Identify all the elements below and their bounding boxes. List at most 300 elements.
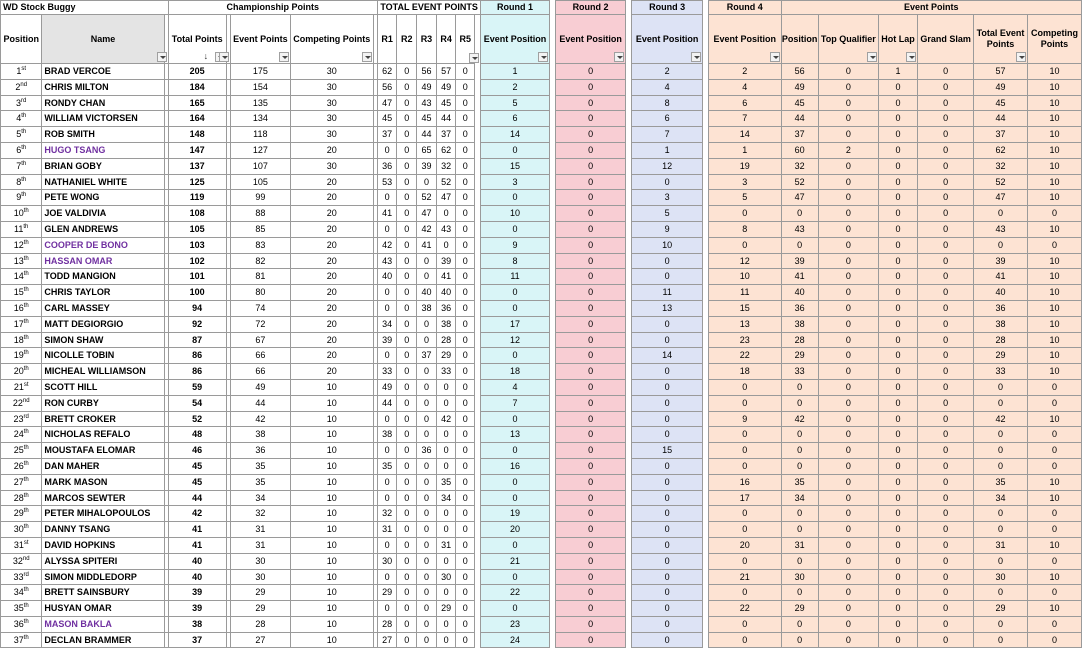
r5-cell[interactable]: 0 (456, 316, 475, 332)
event-points-cell[interactable]: 29 (230, 585, 290, 601)
rd2-event-position-cell[interactable]: 0 (555, 364, 625, 380)
col-event-points[interactable]: Event Points (230, 15, 290, 64)
r1-cell[interactable]: 45 (377, 111, 397, 127)
r5-cell[interactable]: 0 (456, 411, 475, 427)
r3-cell[interactable]: 0 (417, 364, 437, 380)
competing-points-cell[interactable]: 20 (290, 348, 373, 364)
top-qualifier-cell[interactable]: 0 (818, 127, 878, 143)
rd3-event-position-cell[interactable]: 0 (632, 458, 702, 474)
rd4-position-cell[interactable]: 34 (781, 490, 818, 506)
r3-cell[interactable]: 47 (417, 206, 437, 222)
hot-lap-cell[interactable]: 0 (878, 332, 917, 348)
top-qualifier-cell[interactable]: 0 (818, 221, 878, 237)
competing-points-2-cell[interactable]: 10 (1027, 537, 1081, 553)
competing-points-cell[interactable]: 30 (290, 127, 373, 143)
position-cell[interactable]: 7th (1, 158, 42, 174)
competing-points-cell[interactable]: 30 (290, 95, 373, 111)
competing-points-cell[interactable]: 10 (290, 601, 373, 617)
col-r4[interactable]: R4 (436, 15, 456, 64)
total-event-points-cell[interactable]: 32 (974, 158, 1028, 174)
total-points-cell[interactable]: 100 (168, 285, 226, 301)
rd3-event-position-cell[interactable]: 3 (632, 190, 702, 206)
competing-points-2-cell[interactable]: 10 (1027, 364, 1081, 380)
hot-lap-cell[interactable]: 0 (878, 506, 917, 522)
rd4-position-cell[interactable]: 43 (781, 221, 818, 237)
rd4-position-cell[interactable]: 32 (781, 158, 818, 174)
competing-points-cell[interactable]: 20 (290, 285, 373, 301)
top-qualifier-cell[interactable]: 0 (818, 395, 878, 411)
r1-cell[interactable]: 41 (377, 206, 397, 222)
rd1-event-position-cell[interactable]: 12 (481, 332, 549, 348)
rd4-position-cell[interactable]: 0 (781, 585, 818, 601)
total-points-cell[interactable]: 164 (168, 111, 226, 127)
r4-cell[interactable]: 0 (436, 395, 456, 411)
rd4-position-cell[interactable]: 31 (781, 537, 818, 553)
event-points-cell[interactable]: 66 (230, 348, 290, 364)
total-points-cell[interactable]: 41 (168, 522, 226, 538)
rd2-event-position-cell[interactable]: 0 (555, 553, 625, 569)
rd3-event-position-cell[interactable]: 5 (632, 206, 702, 222)
rd2-event-position-cell[interactable]: 0 (555, 158, 625, 174)
competing-points-cell[interactable]: 10 (290, 616, 373, 632)
position-cell[interactable]: 9th (1, 190, 42, 206)
rd4-position-cell[interactable]: 45 (781, 95, 818, 111)
r2-cell[interactable]: 0 (397, 190, 417, 206)
total-points-cell[interactable]: 48 (168, 427, 226, 443)
r5-cell[interactable]: 0 (456, 395, 475, 411)
total-points-cell[interactable]: 44 (168, 490, 226, 506)
total-event-points-cell[interactable]: 0 (974, 553, 1028, 569)
r1-cell[interactable]: 35 (377, 458, 397, 474)
r2-cell[interactable]: 0 (397, 206, 417, 222)
rd1-event-position-cell[interactable]: 16 (481, 458, 549, 474)
top-qualifier-cell[interactable]: 0 (818, 411, 878, 427)
rd4-event-position-cell[interactable]: 0 (709, 506, 781, 522)
rd1-event-position-cell[interactable]: 3 (481, 174, 549, 190)
rd4-event-position-cell[interactable]: 11 (709, 285, 781, 301)
name-cell[interactable]: SCOTT HILL (42, 379, 164, 395)
rd4-event-position-cell[interactable]: 0 (709, 585, 781, 601)
r5-cell[interactable]: 0 (456, 174, 475, 190)
name-cell[interactable]: PETE WONG (42, 190, 164, 206)
top-qualifier-cell[interactable]: 0 (818, 585, 878, 601)
name-cell[interactable]: NATHANIEL WHITE (42, 174, 164, 190)
total-points-cell[interactable]: 147 (168, 142, 226, 158)
competing-points-2-cell[interactable]: 10 (1027, 300, 1081, 316)
r2-cell[interactable]: 0 (397, 632, 417, 648)
name-cell[interactable]: ROB SMITH (42, 127, 164, 143)
r3-cell[interactable]: 42 (417, 221, 437, 237)
total-event-points-cell[interactable]: 30 (974, 569, 1028, 585)
col-r2[interactable]: R2 (397, 15, 417, 64)
event-points-cell[interactable]: 29 (230, 601, 290, 617)
rd4-event-position-cell[interactable]: 1 (709, 142, 781, 158)
rd2-event-position-cell[interactable]: 0 (555, 443, 625, 459)
total-event-points-cell[interactable]: 52 (974, 174, 1028, 190)
r2-cell[interactable]: 0 (397, 427, 417, 443)
r5-cell[interactable]: 0 (456, 79, 475, 95)
rd2-event-position-cell[interactable]: 0 (555, 601, 625, 617)
r5-cell[interactable]: 0 (456, 601, 475, 617)
grand-slam-cell[interactable]: 0 (918, 253, 974, 269)
top-qualifier-cell[interactable]: 0 (818, 553, 878, 569)
competing-points-2-cell[interactable]: 10 (1027, 269, 1081, 285)
rd2-event-position-cell[interactable]: 0 (555, 111, 625, 127)
hot-lap-cell[interactable]: 0 (878, 364, 917, 380)
total-event-points-cell[interactable]: 0 (974, 458, 1028, 474)
r2-cell[interactable]: 0 (397, 506, 417, 522)
name-cell[interactable]: COOPER DE BONO (42, 237, 164, 253)
rd4-position-cell[interactable]: 33 (781, 364, 818, 380)
rd1-event-position-cell[interactable]: 4 (481, 379, 549, 395)
total-points-cell[interactable]: 52 (168, 411, 226, 427)
r3-cell[interactable]: 0 (417, 427, 437, 443)
r3-cell[interactable]: 0 (417, 616, 437, 632)
total-event-points-cell[interactable]: 44 (974, 111, 1028, 127)
r1-cell[interactable]: 33 (377, 364, 397, 380)
hot-lap-cell[interactable]: 0 (878, 522, 917, 538)
rd2-event-position-cell[interactable]: 0 (555, 316, 625, 332)
hot-lap-cell[interactable]: 1 (878, 64, 917, 80)
r4-cell[interactable]: 33 (436, 364, 456, 380)
rd4-position-cell[interactable]: 30 (781, 569, 818, 585)
rd4-position-cell[interactable]: 0 (781, 506, 818, 522)
competing-points-cell[interactable]: 10 (290, 427, 373, 443)
rd3-event-position-cell[interactable]: 8 (632, 95, 702, 111)
total-event-points-cell[interactable]: 49 (974, 79, 1028, 95)
r1-cell[interactable]: 47 (377, 95, 397, 111)
rd4-event-position-cell[interactable]: 5 (709, 190, 781, 206)
rd4-event-position-cell[interactable]: 20 (709, 537, 781, 553)
position-cell[interactable]: 17th (1, 316, 42, 332)
r3-cell[interactable]: 0 (417, 506, 437, 522)
competing-points-2-cell[interactable]: 10 (1027, 174, 1081, 190)
r4-cell[interactable]: 37 (436, 127, 456, 143)
rd4-position-cell[interactable]: 0 (781, 458, 818, 474)
hot-lap-cell[interactable]: 0 (878, 285, 917, 301)
filter-dropdown-icon[interactable] (770, 52, 780, 62)
total-points-cell[interactable]: 40 (168, 553, 226, 569)
grand-slam-cell[interactable]: 0 (918, 79, 974, 95)
competing-points-cell[interactable]: 20 (290, 221, 373, 237)
r1-cell[interactable]: 42 (377, 237, 397, 253)
hot-lap-cell[interactable]: 0 (878, 458, 917, 474)
rd4-event-position-cell[interactable]: 0 (709, 522, 781, 538)
rd2-event-position-cell[interactable]: 0 (555, 95, 625, 111)
hot-lap-cell[interactable]: 0 (878, 601, 917, 617)
competing-points-2-cell[interactable]: 0 (1027, 522, 1081, 538)
total-points-cell[interactable]: 101 (168, 269, 226, 285)
event-points-cell[interactable]: 44 (230, 395, 290, 411)
r2-cell[interactable]: 0 (397, 443, 417, 459)
r3-cell[interactable]: 37 (417, 348, 437, 364)
name-cell[interactable]: NICHOLAS REFALO (42, 427, 164, 443)
rd4-event-position-cell[interactable]: 3 (709, 174, 781, 190)
event-points-cell[interactable]: 72 (230, 316, 290, 332)
r1-cell[interactable]: 0 (377, 537, 397, 553)
rd4-event-position-cell[interactable]: 22 (709, 601, 781, 617)
rd2-event-position-cell[interactable]: 0 (555, 206, 625, 222)
total-event-points-cell[interactable]: 39 (974, 253, 1028, 269)
total-event-points-cell[interactable]: 0 (974, 379, 1028, 395)
filter-dropdown-icon[interactable] (469, 53, 479, 63)
name-cell[interactable]: RON CURBY (42, 395, 164, 411)
rd1-event-position-cell[interactable]: 0 (481, 537, 549, 553)
r1-cell[interactable]: 0 (377, 190, 397, 206)
event-points-cell[interactable]: 81 (230, 269, 290, 285)
hot-lap-cell[interactable]: 0 (878, 316, 917, 332)
r4-cell[interactable]: 35 (436, 474, 456, 490)
event-points-cell[interactable]: 118 (230, 127, 290, 143)
name-cell[interactable]: MARCOS SEWTER (42, 490, 164, 506)
r5-cell[interactable]: 0 (456, 332, 475, 348)
rd4-event-position-cell[interactable]: 10 (709, 269, 781, 285)
rd2-event-position-cell[interactable]: 0 (555, 348, 625, 364)
name-cell[interactable]: MATT DEGIORGIO (42, 316, 164, 332)
r4-cell[interactable]: 0 (436, 522, 456, 538)
event-points-cell[interactable]: 127 (230, 142, 290, 158)
top-qualifier-cell[interactable]: 0 (818, 348, 878, 364)
grand-slam-cell[interactable]: 0 (918, 348, 974, 364)
total-points-cell[interactable]: 92 (168, 316, 226, 332)
rd1-event-position-cell[interactable]: 0 (481, 474, 549, 490)
competing-points-cell[interactable]: 10 (290, 632, 373, 648)
total-points-cell[interactable]: 39 (168, 585, 226, 601)
grand-slam-cell[interactable]: 0 (918, 64, 974, 80)
r5-cell[interactable]: 0 (456, 269, 475, 285)
col-grand-slam[interactable]: Grand Slam (918, 15, 974, 64)
total-event-points-cell[interactable]: 0 (974, 237, 1028, 253)
position-cell[interactable]: 14th (1, 269, 42, 285)
rd1-event-position-cell[interactable]: 18 (481, 364, 549, 380)
r5-cell[interactable]: 0 (456, 206, 475, 222)
rd4-position-cell[interactable]: 52 (781, 174, 818, 190)
event-points-cell[interactable]: 85 (230, 221, 290, 237)
filter-dropdown-icon[interactable] (279, 52, 289, 62)
grand-slam-cell[interactable]: 0 (918, 395, 974, 411)
filter-dropdown-icon[interactable] (614, 52, 624, 62)
r1-cell[interactable]: 27 (377, 632, 397, 648)
r4-cell[interactable]: 36 (436, 300, 456, 316)
rd3-event-position-cell[interactable]: 1 (632, 142, 702, 158)
name-cell[interactable]: SIMON SHAW (42, 332, 164, 348)
rd3-event-position-cell[interactable]: 0 (632, 332, 702, 348)
rd3-event-position-cell[interactable]: 9 (632, 221, 702, 237)
total-event-points-cell[interactable]: 0 (974, 632, 1028, 648)
competing-points-cell[interactable]: 20 (290, 364, 373, 380)
competing-points-2-cell[interactable]: 10 (1027, 127, 1081, 143)
r2-cell[interactable]: 0 (397, 158, 417, 174)
competing-points-cell[interactable]: 10 (290, 506, 373, 522)
grand-slam-cell[interactable]: 0 (918, 632, 974, 648)
competing-points-cell[interactable]: 10 (290, 458, 373, 474)
r2-cell[interactable]: 0 (397, 332, 417, 348)
r2-cell[interactable]: 0 (397, 569, 417, 585)
position-cell[interactable]: 11th (1, 221, 42, 237)
rd1-event-position-cell[interactable]: 0 (481, 190, 549, 206)
grand-slam-cell[interactable]: 0 (918, 616, 974, 632)
rd1-event-position-cell[interactable]: 9 (481, 237, 549, 253)
grand-slam-cell[interactable]: 0 (918, 300, 974, 316)
col-r5[interactable]: R5 (456, 15, 475, 64)
rd4-event-position-cell[interactable]: 21 (709, 569, 781, 585)
r2-cell[interactable]: 0 (397, 253, 417, 269)
competing-points-cell[interactable]: 10 (290, 411, 373, 427)
total-points-cell[interactable]: 42 (168, 506, 226, 522)
r2-cell[interactable]: 0 (397, 553, 417, 569)
competing-points-2-cell[interactable]: 10 (1027, 285, 1081, 301)
r3-cell[interactable]: 0 (417, 537, 437, 553)
rd4-event-position-cell[interactable]: 9 (709, 411, 781, 427)
r3-cell[interactable]: 0 (417, 411, 437, 427)
grand-slam-cell[interactable]: 0 (918, 237, 974, 253)
r4-cell[interactable]: 0 (436, 585, 456, 601)
event-points-cell[interactable]: 35 (230, 458, 290, 474)
r4-cell[interactable]: 29 (436, 348, 456, 364)
name-cell[interactable]: BRIAN GOBY (42, 158, 164, 174)
rd3-event-position-cell[interactable]: 12 (632, 158, 702, 174)
event-points-cell[interactable]: 27 (230, 632, 290, 648)
hot-lap-cell[interactable]: 0 (878, 221, 917, 237)
total-event-points-cell[interactable]: 42 (974, 411, 1028, 427)
rd1-event-position-cell[interactable]: 21 (481, 553, 549, 569)
r3-cell[interactable]: 0 (417, 269, 437, 285)
rd2-event-position-cell[interactable]: 0 (555, 379, 625, 395)
rd2-event-position-cell[interactable]: 0 (555, 458, 625, 474)
position-cell[interactable]: 10th (1, 206, 42, 222)
hot-lap-cell[interactable]: 0 (878, 537, 917, 553)
rd1-event-position-cell[interactable]: 0 (481, 490, 549, 506)
r4-cell[interactable]: 52 (436, 174, 456, 190)
r5-cell[interactable]: 0 (456, 348, 475, 364)
r1-cell[interactable]: 0 (377, 142, 397, 158)
rd2-event-position-cell[interactable]: 0 (555, 300, 625, 316)
event-points-cell[interactable]: 88 (230, 206, 290, 222)
position-cell[interactable]: 25th (1, 443, 42, 459)
name-cell[interactable]: DANNY TSANG (42, 522, 164, 538)
rd3-event-position-cell[interactable]: 0 (632, 537, 702, 553)
position-cell[interactable]: 31st (1, 537, 42, 553)
total-event-points-cell[interactable]: 45 (974, 95, 1028, 111)
event-points-cell[interactable]: 28 (230, 616, 290, 632)
position-cell[interactable]: 5th (1, 127, 42, 143)
name-cell[interactable]: BRAD VERCOE (42, 64, 164, 80)
total-points-cell[interactable]: 41 (168, 537, 226, 553)
rd1-event-position-cell[interactable]: 5 (481, 95, 549, 111)
competing-points-2-cell[interactable]: 10 (1027, 569, 1081, 585)
total-event-points-cell[interactable]: 31 (974, 537, 1028, 553)
hot-lap-cell[interactable]: 0 (878, 253, 917, 269)
r1-cell[interactable]: 0 (377, 601, 397, 617)
r1-cell[interactable]: 38 (377, 427, 397, 443)
total-points-cell[interactable]: 54 (168, 395, 226, 411)
r2-cell[interactable]: 0 (397, 300, 417, 316)
top-qualifier-cell[interactable]: 0 (818, 379, 878, 395)
position-cell[interactable]: 12th (1, 237, 42, 253)
grand-slam-cell[interactable]: 0 (918, 379, 974, 395)
r4-cell[interactable]: 0 (436, 237, 456, 253)
rd1-event-position-cell[interactable]: 0 (481, 411, 549, 427)
col-r1[interactable]: R1 (377, 15, 397, 64)
top-qualifier-cell[interactable]: 0 (818, 332, 878, 348)
position-cell[interactable]: 30th (1, 522, 42, 538)
top-qualifier-cell[interactable]: 0 (818, 174, 878, 190)
total-event-points-cell[interactable]: 0 (974, 585, 1028, 601)
name-cell[interactable]: MOUSTAFA ELOMAR (42, 443, 164, 459)
rd2-event-position-cell[interactable]: 0 (555, 127, 625, 143)
competing-points-2-cell[interactable]: 0 (1027, 506, 1081, 522)
position-cell[interactable]: 4th (1, 111, 42, 127)
position-cell[interactable]: 32nd (1, 553, 42, 569)
total-points-cell[interactable]: 37 (168, 632, 226, 648)
grand-slam-cell[interactable]: 0 (918, 490, 974, 506)
total-event-points-cell[interactable]: 62 (974, 142, 1028, 158)
rd2-event-position-cell[interactable]: 0 (555, 79, 625, 95)
name-cell[interactable]: DAVID HOPKINS (42, 537, 164, 553)
total-points-cell[interactable]: 39 (168, 601, 226, 617)
r4-cell[interactable]: 0 (436, 616, 456, 632)
competing-points-2-cell[interactable]: 10 (1027, 474, 1081, 490)
rd4-position-cell[interactable]: 0 (781, 395, 818, 411)
hot-lap-cell[interactable]: 0 (878, 553, 917, 569)
r2-cell[interactable]: 0 (397, 522, 417, 538)
rd4-event-position-cell[interactable]: 0 (709, 616, 781, 632)
rd2-event-position-cell[interactable]: 0 (555, 569, 625, 585)
grand-slam-cell[interactable]: 0 (918, 269, 974, 285)
rd2-event-position-cell[interactable]: 0 (555, 411, 625, 427)
position-cell[interactable]: 24th (1, 427, 42, 443)
hot-lap-cell[interactable]: 0 (878, 95, 917, 111)
rd4-position-cell[interactable]: 0 (781, 616, 818, 632)
rd1-event-position-cell[interactable]: 0 (481, 221, 549, 237)
top-qualifier-cell[interactable]: 0 (818, 237, 878, 253)
competing-points-cell[interactable]: 30 (290, 79, 373, 95)
position-cell[interactable]: 18th (1, 332, 42, 348)
filter-dropdown-icon[interactable] (538, 52, 548, 62)
rd2-event-position-cell[interactable]: 0 (555, 585, 625, 601)
r4-cell[interactable]: 34 (436, 490, 456, 506)
competing-points-2-cell[interactable]: 10 (1027, 348, 1081, 364)
col-name[interactable]: Name (42, 15, 164, 64)
r3-cell[interactable]: 0 (417, 253, 437, 269)
r2-cell[interactable]: 0 (397, 537, 417, 553)
r4-cell[interactable]: 47 (436, 190, 456, 206)
competing-points-2-cell[interactable]: 10 (1027, 142, 1081, 158)
event-points-cell[interactable]: 154 (230, 79, 290, 95)
top-qualifier-cell[interactable]: 0 (818, 253, 878, 269)
r2-cell[interactable]: 0 (397, 411, 417, 427)
rd3-event-position-cell[interactable]: 0 (632, 616, 702, 632)
top-qualifier-cell[interactable]: 0 (818, 522, 878, 538)
r3-cell[interactable]: 45 (417, 111, 437, 127)
rd1-event-position-cell[interactable]: 0 (481, 285, 549, 301)
rd1-event-position-cell[interactable]: 17 (481, 316, 549, 332)
total-points-cell[interactable]: 102 (168, 253, 226, 269)
rd2-event-position-cell[interactable]: 0 (555, 395, 625, 411)
hot-lap-cell[interactable]: 0 (878, 237, 917, 253)
name-cell[interactable]: CHRIS MILTON (42, 79, 164, 95)
rd4-position-cell[interactable]: 35 (781, 474, 818, 490)
competing-points-2-cell[interactable]: 0 (1027, 458, 1081, 474)
top-qualifier-cell[interactable]: 0 (818, 158, 878, 174)
r3-cell[interactable]: 0 (417, 474, 437, 490)
hot-lap-cell[interactable]: 0 (878, 395, 917, 411)
event-points-cell[interactable]: 105 (230, 174, 290, 190)
col-position[interactable]: Position (1, 15, 42, 64)
r1-cell[interactable]: 0 (377, 569, 397, 585)
rd4-event-position-cell[interactable]: 18 (709, 364, 781, 380)
name-cell[interactable]: GLEN ANDREWS (42, 221, 164, 237)
